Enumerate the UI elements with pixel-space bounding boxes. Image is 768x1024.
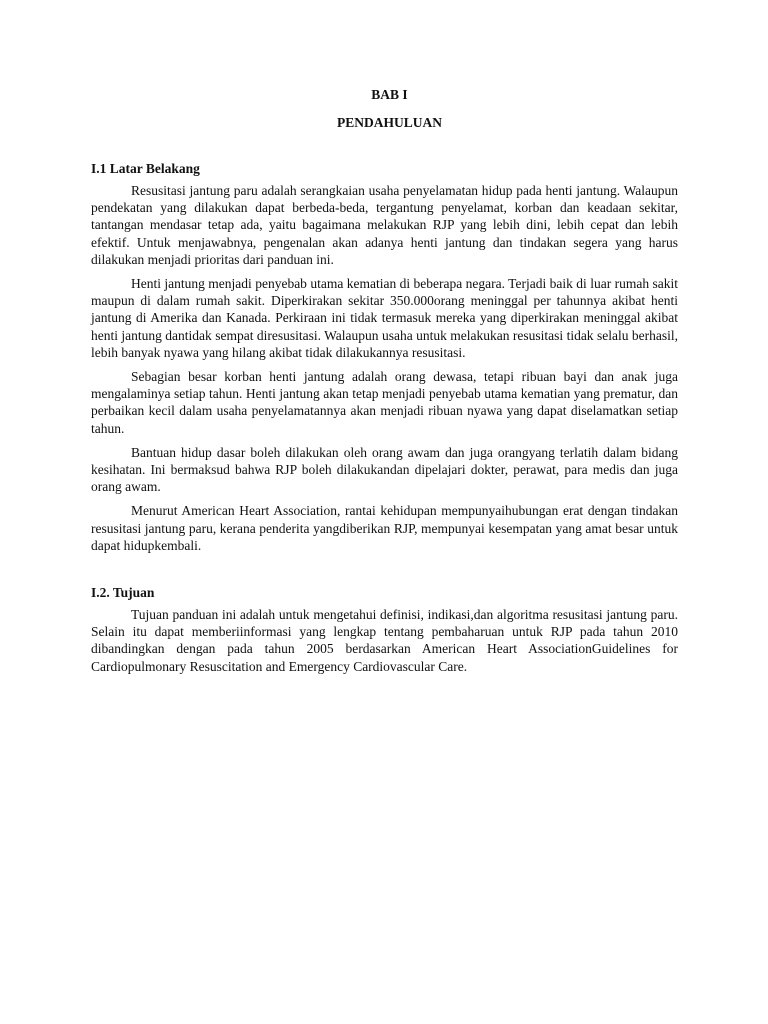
chapter-number: BAB I xyxy=(371,87,408,102)
paragraph: Henti jantung menjadi penyebab utama kematian di beberapa negara. Terjadi baik di luar rumah sakit maupun di dalam rumah sakit. Diperkirakan sekitar 350.000orang meninggal per tahunnya akibat henti jantung di Amerika dan Kanada. Perkiraan ini tidak termasuk mereka yang diperkirakan meninggal akibat henti jantung dantidak sempat diresusitasi. Walaupun usaha untuk melakukan resusitasi tidak selalu berhasil, lebih banyak nyawa yang hilang akibat tidak dilakukannya resusitasi. xyxy=(91,276,678,360)
paragraph: Tujuan panduan ini adalah untuk mengetahui definisi, indikasi,dan algoritma resusitasi jantung paru. Selain itu dapat memberiinformasi yang lengkap tentang pembaharuan untuk RJP pada tahun 2010 dibandingkan dengan pada tahun 2005 berdasarkan American Heart AssociationGuidelines for Cardiopulmonary Resuscitation and Emergency Cardiovascular Care. xyxy=(91,607,678,674)
paragraph: Menurut American Heart Association, rantai kehidupan mempunyaihubungan erat dengan tindakan resusitasi jantung paru, kerana penderita yangdiberikan RJP, mempunyai kesempatan yang amat besar untuk dapat hidupkembali. xyxy=(91,503,678,553)
paragraph: Bantuan hidup dasar boleh dilakukan oleh orang awam dan juga orangyang terlatih dalam bidang kesihatan. Ini bermaksud bahwa RJP boleh dilakukandan dipelajari dokter, perawat, para medis dan juga orang awam. xyxy=(91,444,678,495)
document-body xyxy=(91,87,678,675)
paragraph: Resusitasi jantung paru adalah serangkaian usaha penyelamatan hidup pada henti jantung. Walaupun pendekatan yang dilakukan dapat berbeda-beda, tergantung penyelamat, korban dan keadaan sekitar, tantangan mendasar tetap ada, yaitu bagaimana melakukan RJP yang lebih dini, lebih cepat dan lebih efektif. Untuk menjawabnya, pengenalan akan adanya henti jantung dan tindakan segera yang harus dilakukan menjadi prioritas dari panduan ini. xyxy=(91,183,678,267)
section-heading-tujuan: I.2. Tujuan xyxy=(91,585,155,601)
paragraph: Sebagian besar korban henti jantung adalah orang dewasa, tetapi ribuan bayi dan anak juga mengalaminya setiap tahun. Henti jantung akan tetap menjadi penyebab utama kematian yang prematur, dan perbaikan kecil dalam usaha penyelamatannya akan menjadi ribuan nyawa yang dapat diselamatkan setiap tahun. xyxy=(91,369,678,436)
chapter-title: PENDAHULUAN xyxy=(336,115,442,130)
section-heading-latar-belakang: I.1 Latar Belakang xyxy=(91,161,200,176)
